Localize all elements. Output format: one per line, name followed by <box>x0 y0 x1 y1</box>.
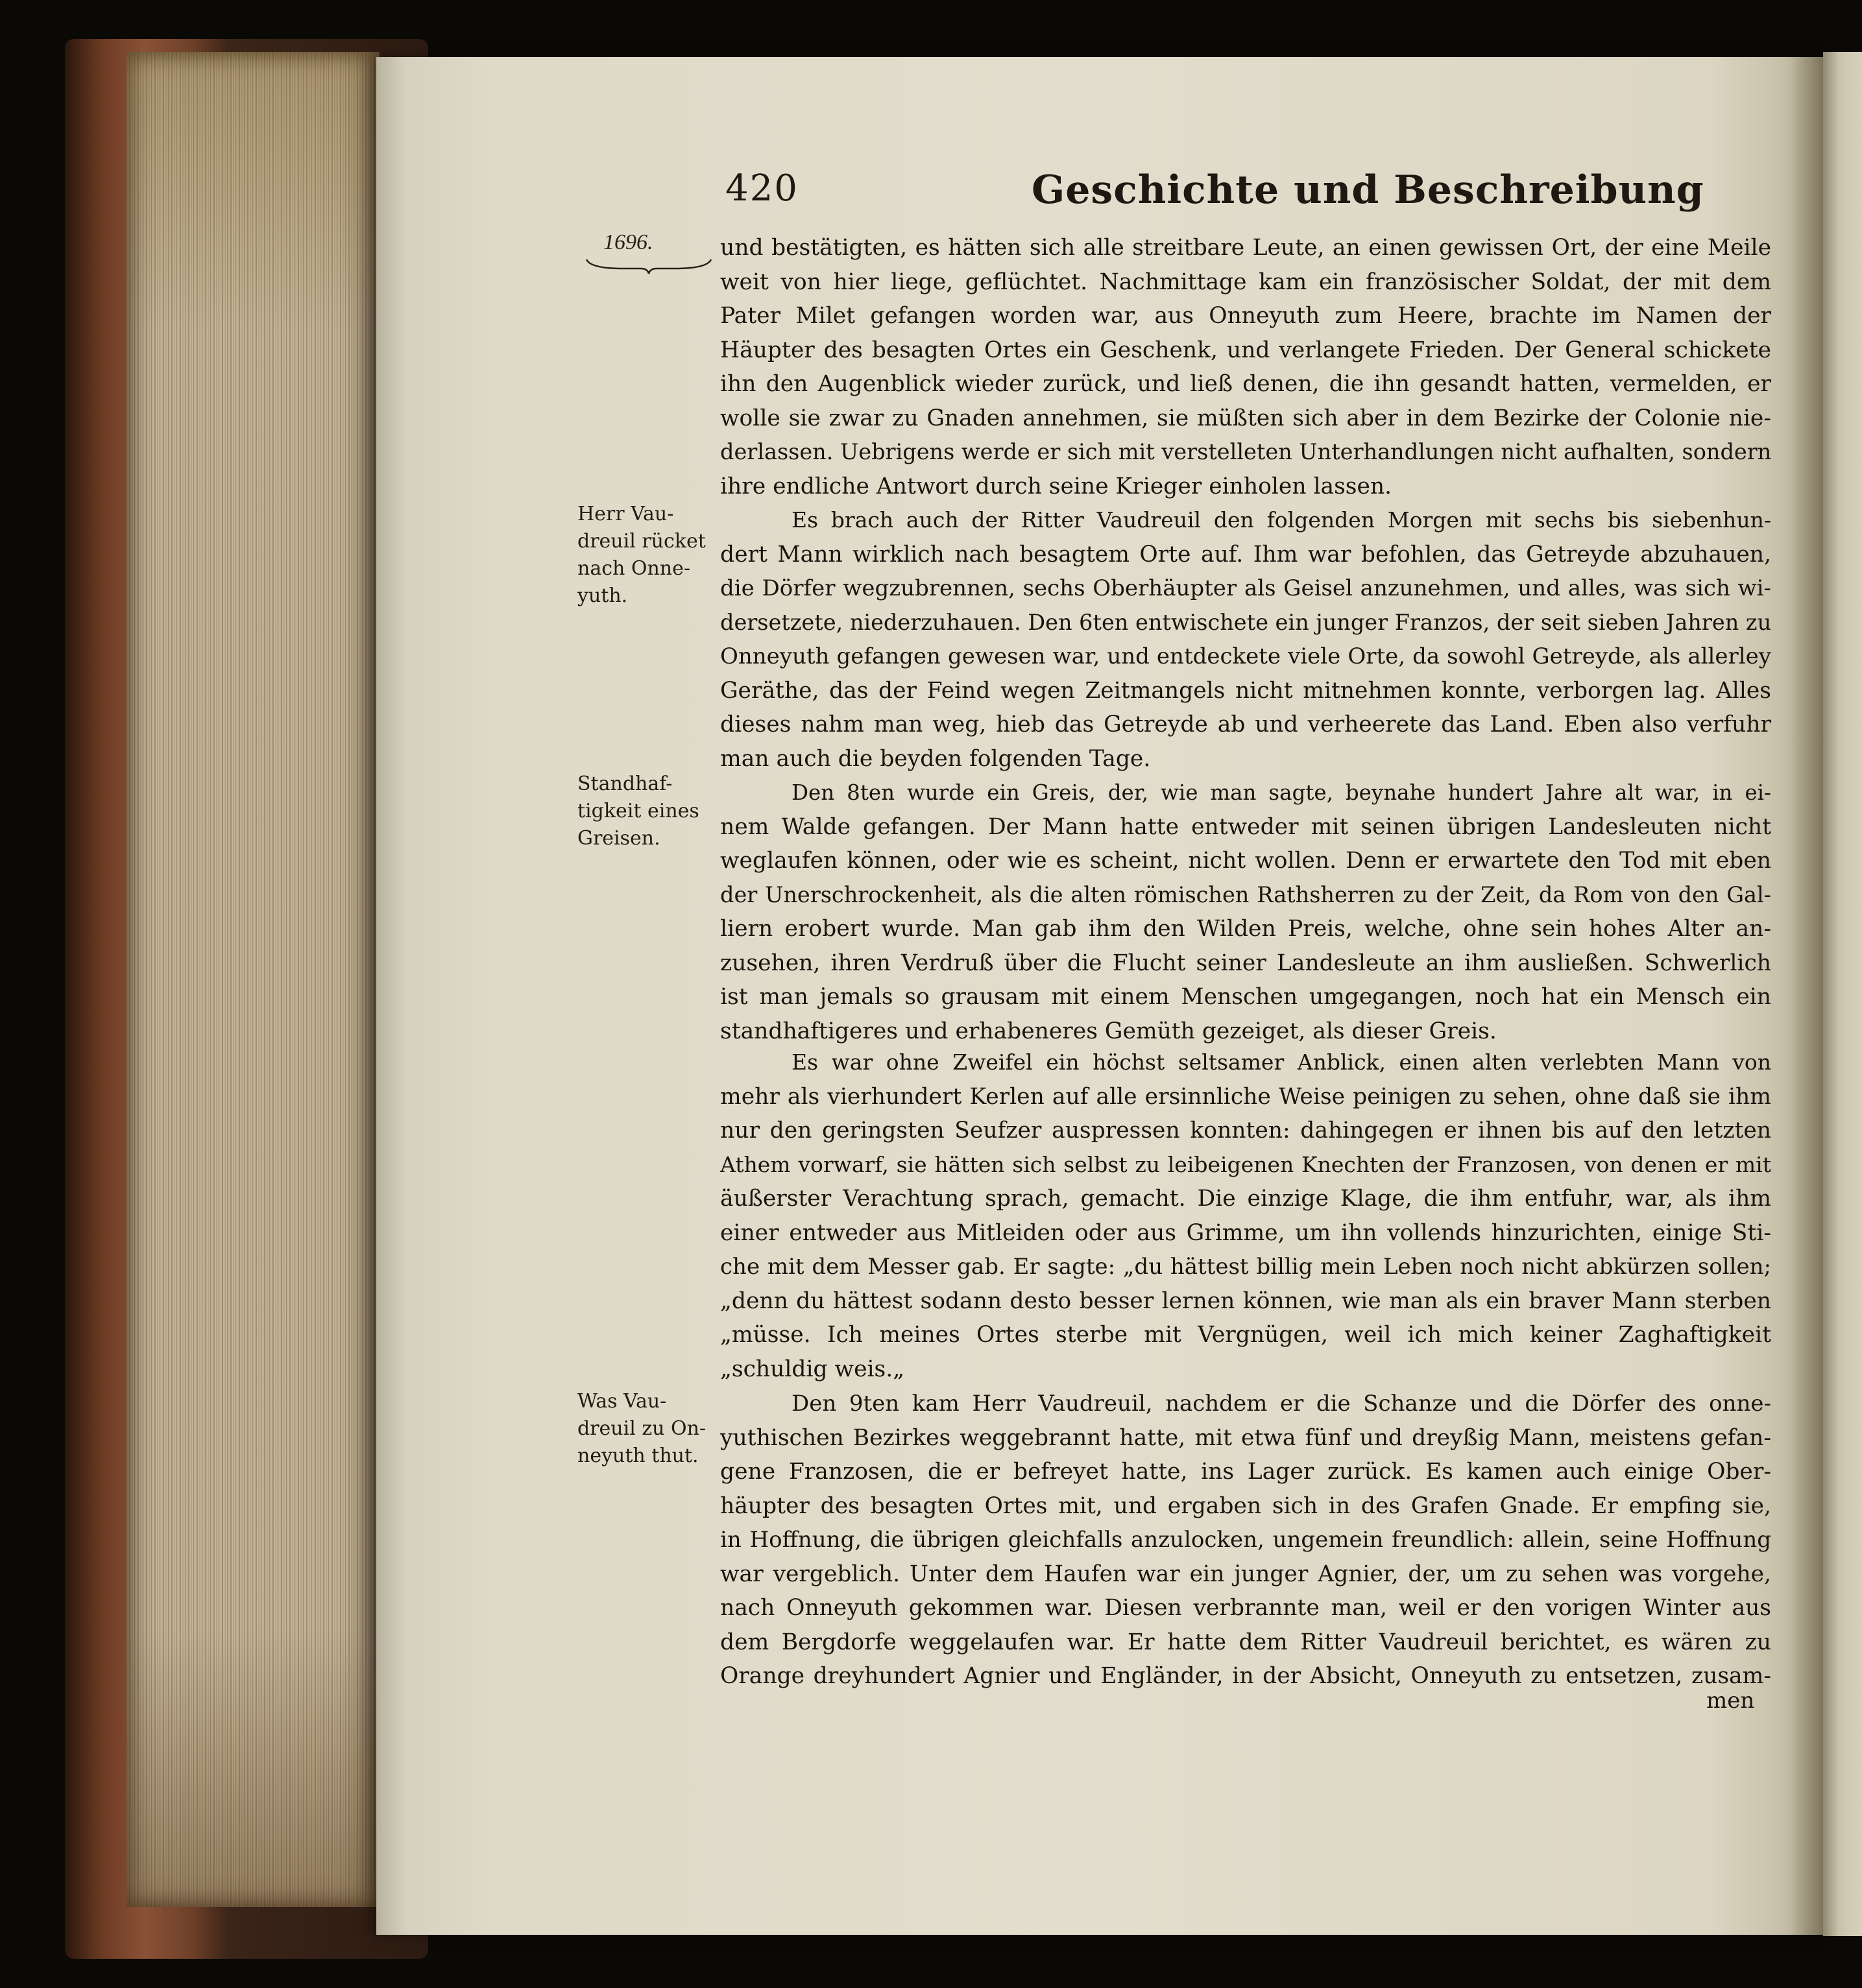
text-line: die Dörfer wegzubrennen, sechs Oberhäupter als Geisel anzunehmen, und alles, was sich wi- <box>720 575 1771 601</box>
text-line: der Unerschrockenheit, als die alten römischen Rathsherren zu der Zeit, da Rom von den Gal- <box>720 881 1771 907</box>
paragraph-1 <box>720 231 1771 503</box>
text-line: Den 8ten wurde ein Greis, der, wie man sagte, beynahe hundert Jahre alt war, in ei- <box>792 780 1771 805</box>
text-line: in Hoffnung, die übrigen gleichfalls anzulocken, ungemein freundlich: allein, seine Hoffnung <box>720 1527 1771 1553</box>
text-line: standhaftigeres und erhabeneres Gemüth gezeiget, als dieser Greis. <box>720 1018 1497 1044</box>
page-edges <box>127 52 380 1907</box>
text-line: weit von hier liege, geflüchtet. Nachmittage kam ein französischer Soldat, der mit dem <box>720 269 1771 295</box>
text-line: wolle sie zwar zu Gnaden annehmen, sie müßten sich aber in dem Bezirke der Colonie nie- <box>720 405 1771 431</box>
text-line: dert Mann wirklich nach besagtem Orte auf. Ihm war befohlen, das Getreyde abzuhauen, <box>720 541 1771 568</box>
text-line: war vergeblich. Unter dem Haufen war ein junger Agnier, der, um zu sehen was vorgehe, <box>720 1561 1771 1587</box>
text-line: mehr als vierhundert Kerlen auf alle ersinnliche Weise peinigen zu sehen, ohne daß sie ihm <box>720 1083 1771 1110</box>
text-line: häupter des besagten Ortes mit, und ergaben sich in des Grafen Gnade. Er empfing sie, <box>720 1492 1771 1519</box>
facing-page-edge <box>1823 52 1862 1936</box>
text-line: nach Onneyuth gekommen war. Diesen verbrannte man, weil er den vorigen Winter aus <box>720 1595 1771 1621</box>
text-line: derlassen. Uebrigens werde er sich mit verstelleten Unterhandlungen nicht aufhalten, sondern <box>720 439 1771 464</box>
text-line: nur den geringsten Seufzer auspressen konnten: dahingegen er ihnen bis auf den letzten <box>720 1118 1771 1144</box>
text-line: dersetzete, niederzuhauen. Den 6ten entwischete ein junger Franzos, der seit sieben Jahren zu <box>720 609 1771 635</box>
text-line: und bestätigten, es hätten sich alle streitbare Leute, an einen gewissen Ort, der eine Meile <box>720 235 1771 261</box>
text-line: che mit dem Messer gab. Er sagte: „du hättest billig mein Leben noch nicht abkürzen sollen; <box>720 1254 1771 1280</box>
text-line: liern erobert wurde. Man gab ihm den Wilden Preis, welche, ohne sein hohes Alter an- <box>720 916 1771 942</box>
text-line: „denn du hättest sodann desto besser lernen können, wie man als ein braver Mann sterben <box>720 1287 1771 1314</box>
running-title: Geschichte und Beschreibung <box>1032 167 1704 213</box>
text-line: ihre endliche Antwort durch seine Krieger einholen lassen. <box>720 473 1392 499</box>
text-line: yuthischen Bezirkes weggebrannt hatte, mit etwa fünf und dreyßig Mann, meistens gefan- <box>720 1424 1771 1451</box>
text-line: ihn den Augenblick wieder zurück, und ließ denen, die ihn gesandt hatten, vermelden, er <box>720 371 1771 397</box>
paragraph-2 <box>720 503 1771 776</box>
text-line: ist man jemals so grausam mit einem Menschen umgegangen, noch hat ein Mensch ein <box>720 984 1771 1010</box>
margin-note-steadfastness: Standhaf- tigkeit eines Greisen. <box>577 772 699 850</box>
text-line: Es war ohne Zweifel ein höchst seltsamer Anblick, einen alten verlebten Mann von <box>792 1049 1771 1075</box>
margin-year: 1696. <box>603 230 653 254</box>
text-line: Es brach auch der Ritter Vaudreuil den folgenden Morgen mit sechs bis siebenhun- <box>792 507 1771 533</box>
text-line: äußerster Verachtung sprach, gemacht. Die einzige Klage, die ihm entfuhr, war, als ihm <box>720 1186 1771 1212</box>
text-line: zusehen, ihren Verdruß über die Flucht seiner Landesleute an ihm ausließen. Schwerlich <box>720 950 1771 976</box>
text-line: einer entweder aus Mitleiden oder aus Grimme, um ihn vollends hinzurichten, einige Sti- <box>720 1219 1771 1246</box>
text-line: Häupter des besagten Ortes ein Geschenk, und verlangete Frieden. Der General schickete <box>720 337 1771 363</box>
paragraph-4 <box>720 1046 1771 1386</box>
margin-note-vaudreuil-acts: Was Vau- dreuil zu On- neyuth thut. <box>577 1390 707 1467</box>
text-line: dem Bergdorfe weggelaufen war. Er hatte dem Ritter Vaudreuil berichtet, es wären zu <box>720 1629 1771 1655</box>
text-line: Orange dreyhundert Agnier und Engländer, in der Absicht, Onneyuth zu entsetzen, zusam- <box>720 1663 1771 1689</box>
margin-note-vaudreuil-marches: Herr Vau- dreuil rücket nach Onne- yuth. <box>577 503 706 607</box>
text-line: man auch die beyden folgenden Tage. <box>720 745 1151 772</box>
text-line: Onneyuth gefangen gewesen war, und entdeckete viele Orte, da sowohl Getreyde, als allerley <box>720 643 1771 669</box>
text-line: Pater Milet gefangen worden war, aus Onneyuth zum Heere, brachte im Namen der <box>720 303 1771 329</box>
paragraph-3 <box>720 776 1771 1048</box>
text-line: Den 9ten kam Herr Vaudreuil, nachdem er die Schanze und die Dörfer des onne- <box>792 1391 1771 1417</box>
text-line: Athem vorwarf, sie hätten sich selbst zu leibeigenen Knechten der Franzosen, von denen er mit <box>720 1151 1771 1177</box>
paragraph-5 <box>720 1387 1771 1694</box>
text-line: weglaufen können, oder wie es scheint, nicht wollen. Denn er erwartete den Tod mit eben <box>720 848 1771 874</box>
page-number: 420 <box>725 167 799 210</box>
text-line: nem Walde gefangen. Der Mann hatte entweder mit seinen übrigen Landesleuten nicht <box>720 813 1771 840</box>
text-line: Geräthe, das der Feind wegen Zeitmangels nicht mitnehmen konnte, verborgen lag. Alles <box>720 677 1771 704</box>
text-line: dieses nahm man weg, hieb das Getreyde ab und verheerete das Land. Eben also verfuhr <box>720 712 1771 737</box>
text-line: „schuldig weis.„ <box>720 1356 905 1382</box>
catchword: men <box>1706 1688 1755 1714</box>
year-brace-ornament <box>584 257 714 275</box>
text-line: „müsse. Ich meines Ortes sterbe mit Vergnügen, weil ich mich keiner Zaghaftigkeit <box>720 1322 1771 1348</box>
text-line: gene Franzosen, die er befreyet hatte, ins Lager zurück. Es kamen auch einige Ober- <box>720 1459 1771 1485</box>
